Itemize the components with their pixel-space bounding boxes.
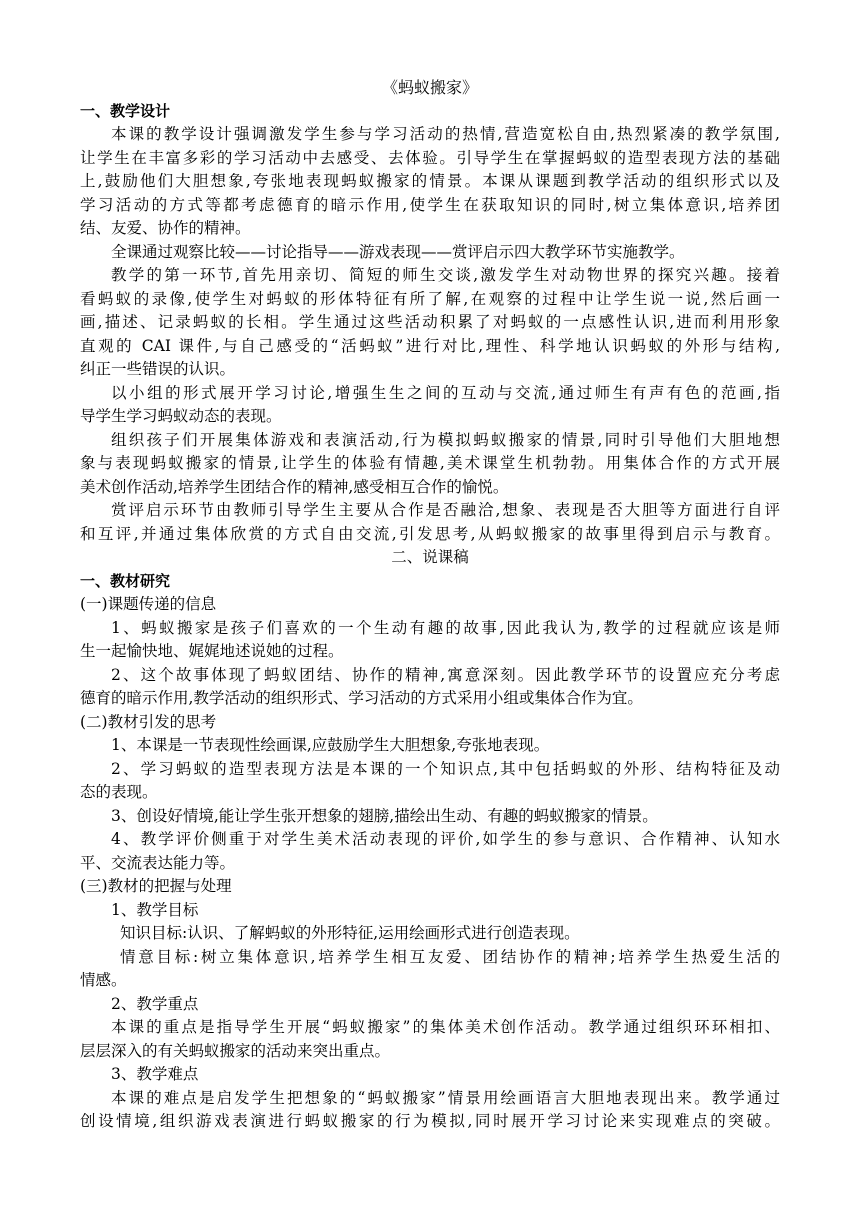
paragraph-topic-item-2 bbox=[80, 664, 780, 711]
text-line: 本课的重点是指导学生开展“蚂蚁搬家”的集体美术创作活动。教学通过组织环环相扣、 bbox=[111, 1018, 780, 1036]
text-line: 导学生学习蚂蚁动态的表现。 bbox=[80, 407, 282, 425]
heading-teaching-design: 一、教学设计 bbox=[80, 101, 171, 120]
text-line: 纠正一些错误的认识。 bbox=[80, 360, 236, 378]
text-line: 学习活动的方式等都考虑德育的暗示作用,使学生在获取知识的同时,树立集体意识,培养团 bbox=[80, 195, 780, 214]
paragraph-key-points bbox=[80, 1016, 780, 1063]
text-line: 平、交流表达能力等。 bbox=[80, 853, 236, 872]
text-line: 让学生在丰富多彩的学习活动中去感受、去体验。引导学生在掌握蚂蚁的造型表现方法的基础 bbox=[80, 148, 780, 167]
paragraph-reflection-item-4 bbox=[80, 828, 780, 875]
paragraph-topic-item-1 bbox=[80, 617, 780, 664]
text-line: 4、教学评价侧重于对学生美术活动表现的评价,如学生的参与意识、合作精神、认知水 bbox=[111, 830, 780, 848]
subheading-reflections: (二)教材引发的思考 bbox=[80, 712, 217, 731]
paragraph-evaluation bbox=[80, 499, 780, 546]
paragraph-group-discussion bbox=[80, 382, 780, 429]
text-line: 直观的 CAI 课件,与自己感受的“活蚂蚁”进行对比,理性、科学地认识蚂蚁的外形与结构, bbox=[80, 336, 780, 355]
text-line: 和互评,并通过集体欣赏的方式自由交流,引发思考,从蚂蚁搬家的故事里得到启示与教育。 bbox=[80, 524, 780, 543]
text-line: 组织孩子们开展集体游戏和表演活动,行为模拟蚂蚁搬家的情景,同时引导他们大胆地想 bbox=[111, 430, 780, 449]
text-line: 上,鼓励他们大胆想象,夸张地表现蚂蚁搬家的情景。本课从课题到教学活动的组织形式以及 bbox=[80, 172, 780, 190]
paragraph-reflection-item-1: 1、本课是一节表现性绘画课,应鼓励学生大胆想象,夸张地表现。 bbox=[111, 736, 550, 754]
text-line: 美术创作活动,培养学生团结合作的精神,感受相互合作的愉悦。 bbox=[80, 477, 509, 496]
text-line: 结、友爱、协作的精神。 bbox=[80, 219, 251, 237]
text-line: 象与表现蚂蚁搬家的情景,让学生的体验有情趣,美术课堂生机勃勃。用集体合作的方式开展 bbox=[80, 454, 780, 472]
subheading-handling: (三)教材的把握与处理 bbox=[80, 877, 232, 895]
document-page bbox=[80, 76, 780, 1134]
paragraph-design-intro bbox=[80, 123, 780, 241]
paragraph-reflection-item-2 bbox=[80, 758, 780, 805]
text-line: 赏评启示环节由教师引导学生主要从合作是否融洽,想象、表现是否大胆等方面进行自评 bbox=[111, 501, 780, 519]
text-line: 画,描述、记录蚂蚁的长相。学生通过这些活动积累了对蚂蚁的一点感性认识,进而利用形象 bbox=[80, 313, 780, 331]
heading-material-study: 一、教材研究 bbox=[80, 571, 171, 590]
text-line: 态的表现。 bbox=[80, 783, 158, 801]
text-line: 2、这个故事体现了蚂蚁团结、协作的精神,寓意深刻。因此教学环节的设置应充分考虑 bbox=[111, 665, 780, 684]
text-line: 看蚂蚁的录像,使学生对蚂蚁的形体特征有所了解,在观察的过程中让学生说一说,然后画一 bbox=[80, 289, 780, 308]
text-line: 2、学习蚂蚁的造型表现方法是本课的一个知识点,其中包括蚂蚁的外形、结构特征及动 bbox=[111, 759, 780, 778]
subheading-key-points: 2、教学重点 bbox=[111, 994, 199, 1013]
subheading-teaching-goals: 1、教学目标 bbox=[111, 900, 199, 919]
text-line: 创设情境,组织游戏表演进行蚂蚁搬家的行为模拟,同时展开学习讨论来实现难点的突破。 bbox=[80, 1112, 780, 1130]
text-line: 以小组的形式展开学习讨论,增强生生之间的互动与交流,通过师生有声有色的范画,指 bbox=[111, 383, 780, 402]
paragraph-reflection-item-3: 3、创设好情境,能让学生张开想象的翅膀,描绘出生动、有趣的蚂蚁搬家的情景。 bbox=[111, 806, 658, 825]
subheading-difficulties: 3、教学难点 bbox=[111, 1065, 199, 1083]
text-line: 层层深入的有关蚂蚁搬家的活动来突出重点。 bbox=[80, 1041, 391, 1060]
text-line: 生一起愉快地、娓娓地述说她的过程。 bbox=[80, 642, 344, 660]
paragraph-games bbox=[80, 429, 780, 500]
text-line: 本课的教学设计强调激发学生参与学习活动的热情,营造宽松自由,热烈紧凑的教学氛围, bbox=[111, 125, 780, 143]
paragraph-first-stage bbox=[80, 264, 780, 382]
paragraph-difficulties bbox=[80, 1087, 780, 1134]
document-title: 《蚂蚁搬家》 bbox=[381, 78, 478, 97]
paragraph-affective-goal bbox=[80, 946, 780, 993]
text-line: 本课的难点是启发学生把想象的“蚂蚁搬家”情景用绘画语言大胆地表现出来。教学通过 bbox=[111, 1088, 780, 1107]
text-line: 情感。 bbox=[80, 971, 127, 989]
subheading-topic-info: (一)课题传递的信息 bbox=[80, 595, 217, 613]
text-line: 教学的第一环节,首先用亲切、简短的师生交谈,激发学生对动物世界的探究兴趣。接着 bbox=[111, 266, 780, 284]
text-line: 德育的暗示作用,教学活动的组织形式、学习活动的方式采用小组或集体合作为宜。 bbox=[80, 689, 643, 707]
paragraph-four-stages: 全课通过观察比较——讨论指导——游戏表现——赏评启示四大教学环节实施教学。 bbox=[111, 242, 685, 261]
text-line: 1、蚂蚁搬家是孩子们喜欢的一个生动有趣的故事,因此我认为,教学的过程就应该是师 bbox=[111, 618, 780, 637]
text-line: 情意目标:树立集体意识,培养学生相互友爱、团结协作的精神;培养学生热爱生活的 bbox=[120, 947, 780, 966]
section-title-lecture: 二、说课稿 bbox=[391, 548, 469, 566]
paragraph-knowledge-goal: 知识目标:认识、了解蚂蚁的外形特征,运用绘画形式进行创造表现。 bbox=[120, 924, 580, 942]
